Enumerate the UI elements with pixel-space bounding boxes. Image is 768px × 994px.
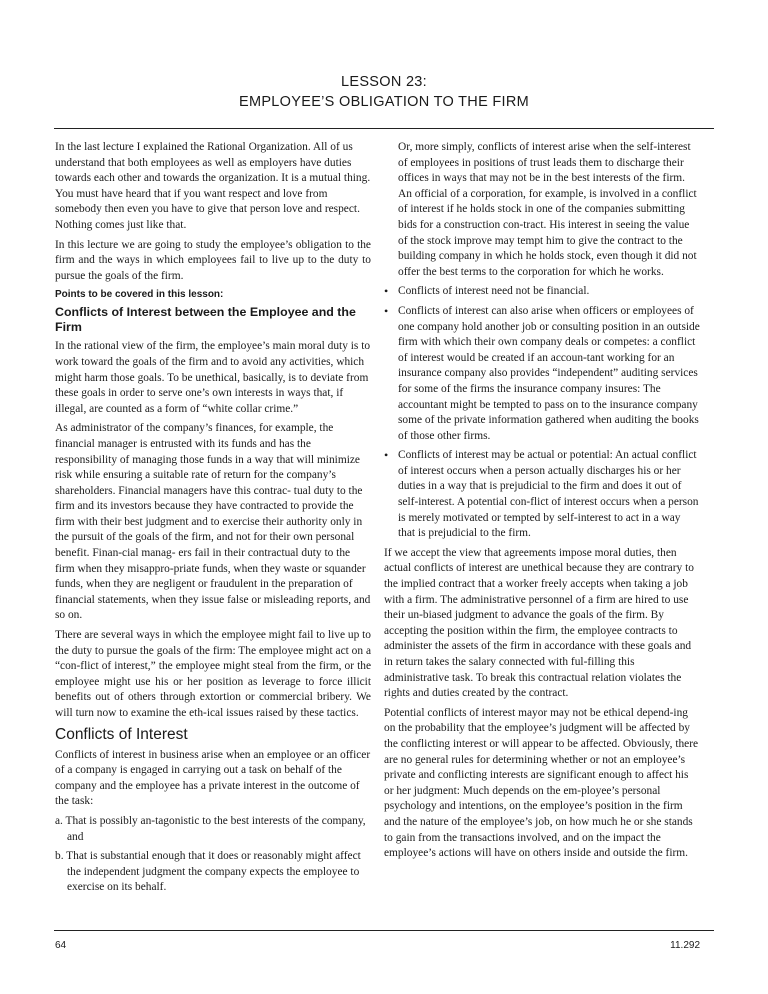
right-column bbox=[384, 140, 700, 866]
bullet-text-not-financial: Conflicts of interest need not be financial. bbox=[398, 285, 590, 298]
bullet-item bbox=[384, 448, 700, 542]
bullet-icon: • bbox=[384, 303, 389, 318]
lesson-header bbox=[0, 72, 768, 112]
bullet-icon: • bbox=[384, 284, 389, 299]
list-item-b: b. That is substantial enough that it does or reasonably might affect the independent judgment the company expects the employee to exercise on its behalf. bbox=[55, 850, 361, 894]
section-heading-conflicts: Conflicts of Interest bbox=[55, 725, 188, 743]
lesson-title: EMPLOYEE’S OBLIGATION TO THE FIRM bbox=[238, 94, 530, 110]
list-item-a: a. That is possibly an-tagonistic to the best interests of the company, and bbox=[55, 814, 366, 843]
lesson-number: LESSON 23: bbox=[340, 74, 427, 90]
course-code: 11.292 bbox=[670, 940, 700, 951]
moral-duties-paragraph: If we accept the view that agreements impose moral duties, then actual conflicts of interest are unethical because they are contrary to the implied contract that a worker freely accepts when taking a job with a firm. The administrative personnel of a firm are hired to use their un-biased judgment to advance the goals of the firm. By accepting the position within the firm, the employee contracts to administer the assets of the firm in accordance with these goals and in return takes the salary connected with ful-filling this administrative task. To break this contractual relation violates the rights and duties created by the contract. bbox=[384, 546, 694, 700]
self-interest-paragraph: Or, more simply, conflicts of interest arise when the self-interest of employees in positions of trust leads them to discharge their offices in ways that may not be in the best interests of the firm. An official of a corporation, for example, is involved in a conflict of interest if he holds stock in one of the companies submitting bids for a construction con-tract. His interest in seeing the value of the stock improve may tempt him to give the contract to the building company in which he holds stock, even though it did not offer the best terms to the corporation for which he works. bbox=[398, 141, 697, 278]
potential-conflicts-paragraph: Potential conflicts of interest mayor may not be ethical depend-ing on the probability that the employee’s judgment will be affected by the conflicting interest or will appear to be affected. Obviously, there are no general rules for determining whether or not an employee’s private and conflicting interests are significant enough to affect his or her judgment: Much depends on the em-ployee’s personal psychology and intentions, on the employee’s position in the firm and the nature of the employee’s job, on how much he or she stands to gain from the transactions involved, and on the impact the employee’s actions will have on others inside and outside the firm. bbox=[384, 706, 699, 860]
points-label: Points to be covered in this lesson: bbox=[55, 289, 224, 301]
section-heading-employee-firm: Conflicts of Interest between the Employee and the Firm bbox=[55, 305, 356, 335]
footer-rule bbox=[54, 930, 714, 931]
intro-paragraph: In the last lecture I explained the Rational Organization. All of us understand that both employees as well as employers have duties towards each other and towards the organization. It is a mutual thing. You must have heard that if you want respect and love from somebody then even you have to give that person love and respect. Nothing comes just like that. bbox=[55, 141, 371, 231]
financial-manager-paragraph: As administrator of the company’s finances, for example, the financial manager is entrusted with its funds and has the responsibility of managing those funds in a way that will minimize risk while ensuring a suitable rate of return for the company’s shareholders. Financial managers have this contrac- tual duty to the firm and its investors because they have contracted to provide the firm with their best judgment and to exercise their authority only in the pursuit of the goals of the firm, and not for their own personal benefit. Finan-cial manag- ers fail in their contractual duty to the firm when they misappro-priate funds, when they waste or squander funds, when they are negligent or fraudulent in the preparation of financial statements, when they issue false or misleading reports, and so on. bbox=[55, 422, 371, 622]
lecture-paragraph: In this lecture we are going to study the employee’s obligation to the firm and the ways in which employees fail to live up to the duty to pursue the goals of the firm. bbox=[55, 238, 371, 282]
rational-view-paragraph: In the rational view of the firm, the employee’s main moral duty is to work toward the goals of the firm and to avoid any activities, which might harm those goals. To be unethical, basically, is to deviate from these goals in order to serve one’s own interests in ways that, if illegal, are counted as a form of “white collar crime.” bbox=[55, 340, 371, 415]
conflicts-definition-paragraph: Conflicts of interest in business arise when an employee or an officer of a company is engaged in carrying out a task on behalf of the company and the employee has a private interest in the outcome of the task: bbox=[55, 748, 371, 808]
bullet-text-actual-potential: Conflicts of interest may be actual or potential: An actual conflict of interest occurs when a person actually discharges his or her duties in a way that is prejudicial to the firm and does it out of self-interest. A potential con-flict of interest occurs when a person is merely motivated or tempted by self-interest to act in a way that is prejudicial to the firm. bbox=[398, 449, 699, 540]
ways-paragraph: There are several ways in which the employee might fail to live up to the duty to pursue the goals of the firm: The employee might act on a “con-flict of interest,” the employee might steal from the firm, or the employee might use his or her position as leverage to force illicit benefits out of others through extortion or commercial bribery. We will turn now to examine the eth-ical issues raised by these tactics. bbox=[55, 629, 371, 719]
left-column bbox=[55, 140, 371, 900]
bullet-icon: • bbox=[384, 448, 389, 463]
bullet-item bbox=[384, 284, 700, 300]
bullet-text-outside-job: Conflicts of interest can also arise when officers or employees of one company hold another job or consulting position in an outside firm with which their own company deals or competes: a conflict of interest would be created if an accoun-tant working for an insurance company also provides “independent” auditing services for some of the firms the insurance company insures: The accountant might be tempted to pass on to the insurance company some of the private information gathered when auditing the books of those other firms. bbox=[398, 304, 700, 442]
page-number: 64 bbox=[55, 940, 67, 951]
header-rule bbox=[54, 128, 714, 129]
bullet-item bbox=[384, 304, 700, 444]
